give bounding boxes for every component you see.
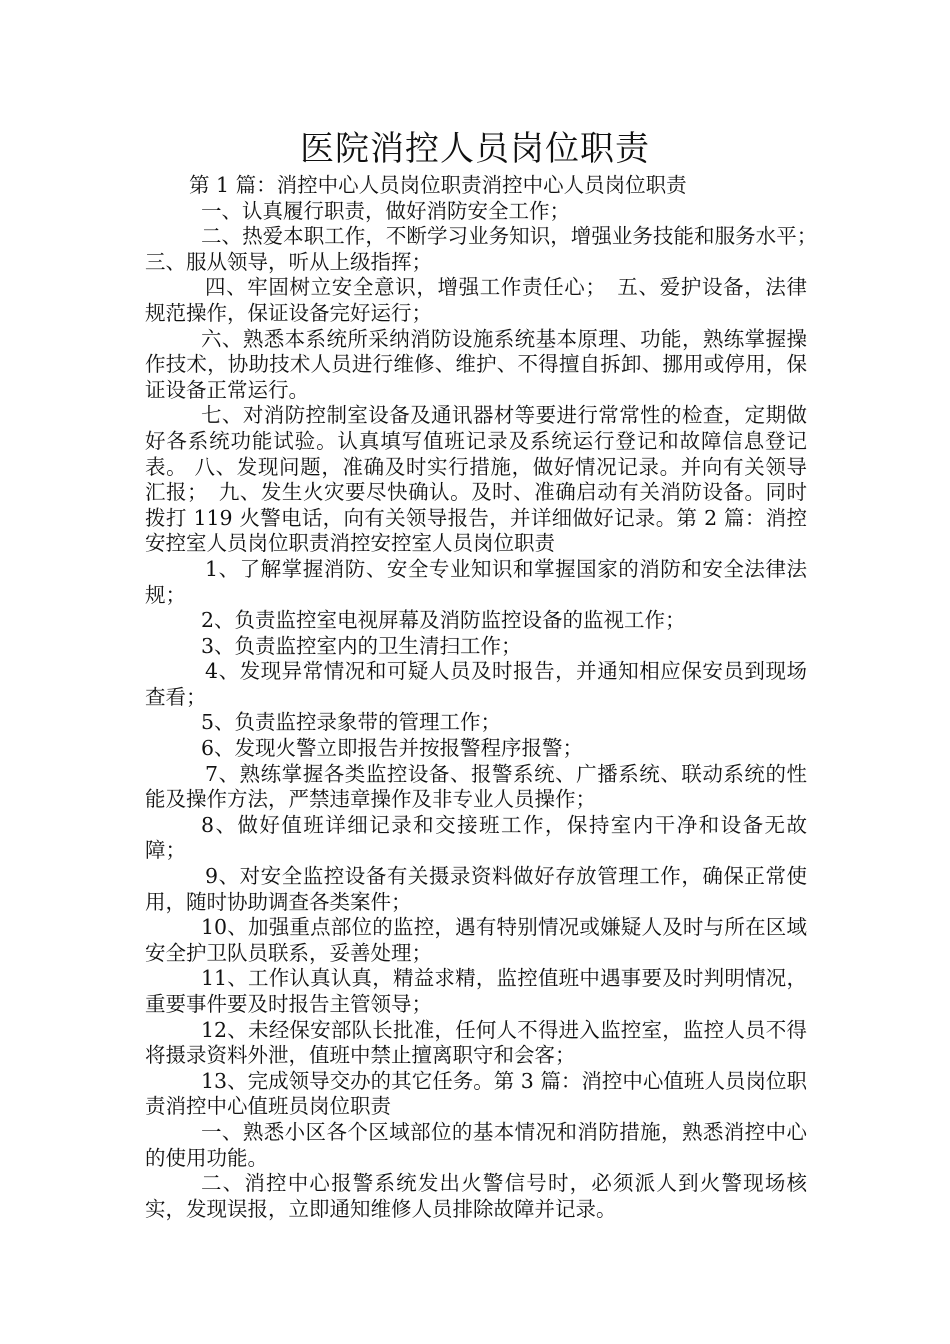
paragraph: 1、了解掌握消防、安全专业知识和掌握国家的消防和安全法律法规；	[145, 556, 807, 607]
paragraph: 四、牢固树立安全意识，增强工作责任心； 五、爱护设备，法律规范操作，保证设备完好运行；	[145, 275, 807, 325]
paragraph: 11、工作认真认真，精益求精，监控值班中遇事要及时判明情况，重要事件要及时报告主管领导；	[145, 966, 807, 1016]
paragraph: 七、对消防控制室设备及通讯器材等要进行常常性的检查，定期做好各系统功能试验。认真填写值班记录及系统运行登记和故障信息登记表。 八、发现问题，准确及时实行措施，做好情况记录。并向有关领导汇报； 九、发生火灾要尽快确认。及时、准确启动有关消防设备。同时拨打 119 火警电话，向有关领导报告，并详细做好记录。第 2 篇：消控安控室人员岗位职责消控安控室人员岗位职责	[145, 403, 807, 556]
paragraph: 2、负责监控室电视屏幕及消防监控设备的监视工作；	[201, 608, 686, 633]
paragraph: 3、负责监控室内的卫生清扫工作；	[201, 633, 522, 658]
document-body	[145, 173, 828, 1222]
paragraph: 4、发现异常情况和可疑人员及时报告，并通知相应保安员到现场查看；	[145, 659, 807, 709]
paragraph: 9、对安全监控设备有关摄录资料做好存放管理工作，确保正常使用，随时协助调查各类案件；	[145, 864, 807, 914]
paragraph: 13、完成领导交办的其它任务。第 3 篇：消控中心值班人员岗位职责消控中心值班员岗位职责	[145, 1068, 807, 1119]
document-title: 医院消控人员岗位职责	[300, 129, 650, 169]
paragraph: 7、熟练掌握各类监控设备、报警系统、广播系统、联动系统的性能及操作方法，严禁违章操作及非专业人员操作；	[145, 761, 807, 812]
paragraph: 12、未经保安部队长批准，任何人不得进入监控室，监控人员不得将摄录资料外泄，值班中禁止擅离职守和会客；	[145, 1017, 807, 1068]
paragraph-part1-heading: 第 1 篇：消控中心人员岗位职责消控中心人员岗位职责	[189, 173, 687, 197]
paragraph: 一、认真履行职责，做好消防安全工作；	[201, 198, 570, 223]
paragraph: 5、负责监控录象带的管理工作；	[201, 710, 502, 735]
paragraph: 一、熟悉小区各个区域部位的基本情况和消防措施，熟悉消控中心的使用功能。	[145, 1119, 807, 1170]
paragraph: 二、消控中心报警系统发出火警信号时，必须派人到火警现场核实，发现误报，立即通知维修人员排除故障并记录。	[145, 1171, 807, 1221]
paragraph: 6、发现火警立即报告并按报警程序报警；	[201, 736, 584, 761]
paragraph: 六、熟悉本系统所采纳消防设施系统基本原理、功能，熟练掌握操作技术，协助技术人员进行维修、维护、不得擅自拆卸、挪用或停用，保证设备正常运行。	[145, 326, 807, 402]
paragraph: 10、加强重点部位的监控，遇有特别情况或嫌疑人及时与所在区域安全护卫队员联系，妥善处理；	[145, 915, 807, 965]
paragraph: 二、热爱本职工作，不断学习业务知识，增强业务技能和服务水平； 三、服从领导，听从上级指挥；	[145, 224, 828, 274]
paragraph: 8、做好值班详细记录和交接班工作，保持室内干净和设备无故障；	[145, 812, 807, 863]
